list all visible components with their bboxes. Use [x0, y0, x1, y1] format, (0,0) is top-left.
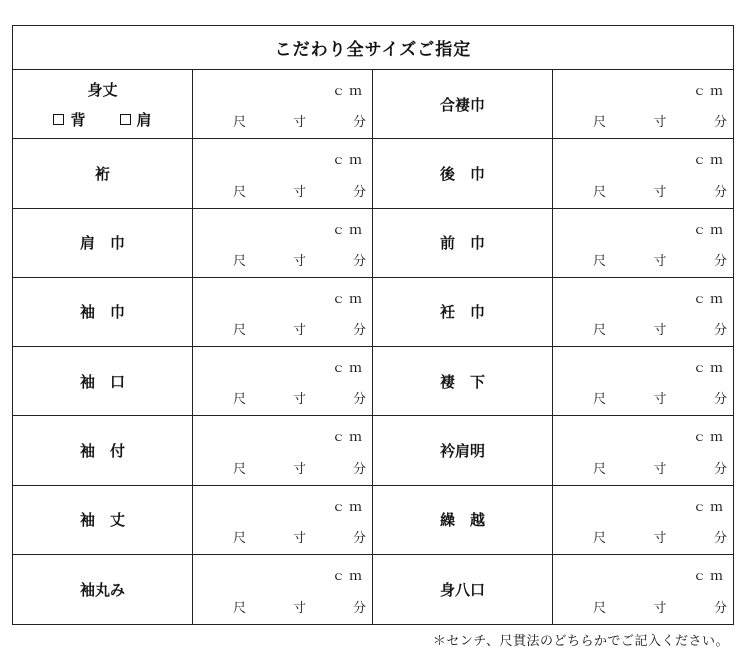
label-aizumahaba: 合褄巾 [373, 70, 553, 139]
unit-row [233, 319, 366, 338]
unit-shaku: 尺 [593, 184, 607, 200]
unit-shaku: 尺 [593, 323, 607, 338]
unit-bu: 分 [352, 461, 366, 477]
label-sodehaba: 袖 巾 [13, 278, 193, 347]
label-sodemarumi: 袖丸み [13, 555, 193, 624]
unit-bu: 分 [352, 115, 366, 131]
unit-bu: 分 [352, 601, 366, 616]
unit-row [233, 181, 366, 200]
input-miyatsukuchi[interactable] [553, 555, 733, 624]
label-kurikoshi: 繰 越 [373, 486, 553, 555]
unit-sun: 寸 [653, 253, 667, 269]
unit-shaku: 尺 [233, 601, 247, 616]
unit-bu: 分 [713, 253, 727, 269]
unit-shaku: 尺 [593, 115, 607, 131]
unit-row [233, 597, 366, 616]
unit-row [593, 458, 727, 477]
label-sodetsuke: 袖 付 [13, 416, 193, 485]
unit-cm: ｃｍ [692, 84, 727, 99]
input-sodeguchi[interactable] [193, 347, 373, 416]
unit-cm: ｃｍ [331, 430, 366, 446]
label-back: 背 [70, 110, 86, 129]
label-maehaba: 前 巾 [373, 209, 553, 278]
input-sodehaba[interactable] [193, 278, 373, 347]
unit-cm: ｃｍ [331, 499, 366, 515]
unit-shaku: 尺 [593, 392, 607, 408]
unit-sun: 寸 [292, 530, 306, 546]
unit-sun: 寸 [653, 392, 667, 408]
unit-sun: 寸 [653, 115, 667, 131]
unit-cm: ｃｍ [692, 568, 727, 584]
unit-shaku: 尺 [233, 461, 247, 477]
unit-sun: 寸 [292, 601, 306, 616]
unit-row [593, 181, 727, 200]
unit-row [593, 250, 727, 269]
unit-sun: 寸 [292, 184, 306, 200]
unit-cm: ｃｍ [692, 153, 727, 169]
unit-shaku: 尺 [593, 530, 607, 546]
unit-bu: 分 [352, 184, 366, 200]
unit-sun: 寸 [653, 461, 667, 477]
label-miyatsukuchi: 身八口 [373, 555, 553, 624]
unit-shaku: 尺 [233, 253, 247, 269]
size-grid [13, 70, 733, 624]
unit-cm: ｃｍ [692, 361, 727, 376]
unit-bu: 分 [352, 253, 366, 269]
unit-bu: 分 [713, 461, 727, 477]
unit-cm: ｃｍ [331, 361, 366, 376]
unit-cm: ｃｍ [692, 291, 727, 307]
label-tsumashita: 褄 下 [373, 347, 553, 416]
label-katahaba: 肩 巾 [13, 209, 193, 278]
unit-sun: 寸 [653, 530, 667, 546]
unit-cm: ｃｍ [331, 568, 366, 584]
unit-shaku: 尺 [233, 184, 247, 200]
unit-row [233, 388, 366, 407]
unit-cm: ｃｍ [692, 430, 727, 446]
unit-row [593, 388, 727, 407]
checkbox-back[interactable] [53, 114, 64, 125]
unit-bu: 分 [352, 392, 366, 408]
unit-row [593, 111, 727, 130]
unit-bu: 分 [713, 601, 727, 616]
unit-row [593, 597, 727, 616]
unit-bu: 分 [713, 323, 727, 338]
input-mitake[interactable] [193, 70, 373, 139]
unit-cm: ｃｍ [692, 499, 727, 515]
unit-shaku: 尺 [593, 461, 607, 477]
unit-cm: ｃｍ [692, 222, 727, 238]
unit-bu: 分 [713, 392, 727, 408]
unit-shaku: 尺 [233, 115, 247, 131]
unit-bu: 分 [713, 115, 727, 131]
unit-row [233, 250, 366, 269]
label-okumihaba: 衽 巾 [373, 278, 553, 347]
footnote: ＊センチ、尺貫法のどちらかでご記入ください。 [432, 634, 729, 649]
unit-sun: 寸 [292, 115, 306, 131]
unit-sun: 寸 [292, 323, 306, 338]
unit-sun: 寸 [292, 461, 306, 477]
unit-row [233, 458, 366, 477]
unit-bu: 分 [713, 530, 727, 546]
unit-shaku: 尺 [233, 530, 247, 546]
label-mitake [13, 70, 193, 139]
label-sodeguchi: 袖 口 [13, 347, 193, 416]
label-yuki: 裄 [13, 139, 193, 208]
unit-bu: 分 [352, 530, 366, 546]
input-okumihaba[interactable] [553, 278, 733, 347]
input-yuki[interactable] [193, 139, 373, 208]
input-maehaba[interactable] [553, 209, 733, 278]
unit-sun: 寸 [653, 323, 667, 338]
unit-shaku: 尺 [593, 253, 607, 269]
unit-sun: 寸 [292, 392, 306, 408]
unit-row [233, 111, 366, 130]
input-sodetake[interactable] [193, 486, 373, 555]
unit-shaku: 尺 [233, 392, 247, 408]
label-mitake-text: 身丈 [87, 80, 118, 99]
unit-bu: 分 [713, 184, 727, 200]
unit-row [593, 527, 727, 546]
form-title: こだわり全サイズご指定 [13, 26, 733, 70]
label-ushirohaba: 後 巾 [373, 139, 553, 208]
unit-sun: 寸 [653, 184, 667, 200]
input-katahaba[interactable] [193, 209, 373, 278]
unit-cm: ｃｍ [331, 291, 366, 307]
unit-cm: ｃｍ [331, 153, 366, 169]
unit-bu: 分 [352, 323, 366, 338]
unit-sun: 寸 [292, 253, 306, 269]
input-kurikoshi[interactable] [553, 486, 733, 555]
input-ushirohaba[interactable] [553, 139, 733, 208]
input-sodetsuke[interactable] [193, 416, 373, 485]
unit-sun: 寸 [653, 601, 667, 616]
input-tsumashita[interactable] [553, 347, 733, 416]
size-form [12, 25, 734, 625]
unit-row [593, 319, 727, 338]
unit-cm: ｃｍ [331, 84, 366, 99]
label-sodetake: 袖 丈 [13, 486, 193, 555]
label-erikataaki: 衿肩明 [373, 416, 553, 485]
checkbox-shoulder[interactable] [120, 114, 131, 125]
unit-shaku: 尺 [593, 601, 607, 616]
label-mitake-sub [53, 109, 151, 130]
input-sodemarumi[interactable] [193, 555, 373, 624]
input-erikataaki[interactable] [553, 416, 733, 485]
unit-cm: ｃｍ [331, 222, 366, 238]
unit-row [233, 527, 366, 546]
unit-shaku: 尺 [233, 323, 247, 338]
label-shoulder: 肩 [136, 110, 152, 129]
input-aizumahaba[interactable] [553, 70, 733, 139]
